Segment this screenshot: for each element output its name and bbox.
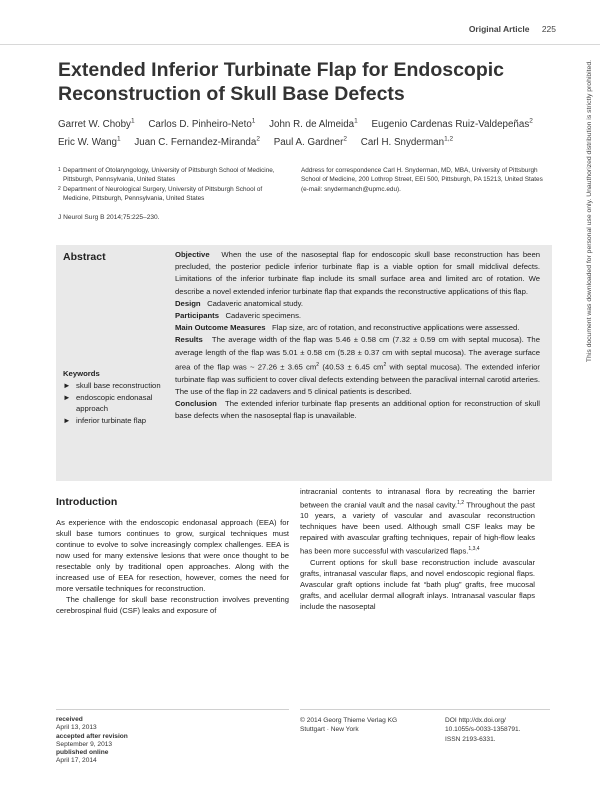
keywords bbox=[63, 368, 173, 426]
running-header bbox=[469, 24, 556, 34]
correspondence-label: Address for correspondence bbox=[301, 167, 382, 174]
arrow-icon: ► bbox=[63, 392, 71, 402]
abstract-results: Results The average width of the flap was 5.46 ± 0.58 cm (7.32 ± 0.59 cm with septal mucosa). The average length of the flap was 5.01 ± 0.58 cm (5.28 ± 0.37 cm with septal mucosa). The average surface area of the flap was ~ 27.26 ± 3.65 $cm^2$ (40.53 ± 6.45 $cm^2$ with septal mucosa). The extended inferior turbinate flap was sufficient to cover clival defects extending between the paraclival internal carotid arteries. The use of the flap in 22 cadavers and 5 clinical patients is described. bbox=[175, 335, 540, 396]
affiliations bbox=[58, 166, 290, 204]
abstract-conclusion: Conclusion The extended inferior turbinate flap presents an additional option for reconstruction of skull base defects when the nasoseptal flap is unavailable. bbox=[175, 399, 540, 421]
arrow-icon: ► bbox=[63, 415, 71, 425]
author: John R. de Almeida$^1$ bbox=[269, 118, 358, 131]
doi-info: DOI http://dx.doi.org/ 10.1055/s-0033-1358791. ISSN 2193-6331. bbox=[445, 717, 521, 743]
abstract-body bbox=[175, 249, 540, 422]
abstract-objective: Objective When the use of the nasoseptal flap for endoscopic skull base reconstruction has been precluded, the posterior pedicle inferior turbinate flap is a viable option for small midclival defects. Limitations of the inferior turbinate flap include its small surface area and limited arc of rotation. We describe a novel extended inferior turbinate flap that expands the reconstructive applications of this flap. bbox=[175, 250, 540, 296]
publisher-info: © 2014 Georg Thieme Verlag KG Stuttgart · New York bbox=[300, 717, 398, 734]
keyword-item: ► endoscopic endonasal approach bbox=[63, 392, 153, 414]
body-column-right bbox=[300, 487, 535, 613]
journal-citation: J Neurol Surg B 2014;75:225–230. bbox=[58, 214, 160, 221]
section-label: Original Article bbox=[468, 24, 530, 34]
download-notice bbox=[586, 60, 600, 760]
article-title: Extended Inferior Turbinate Flap for Endoscopic Reconstruction of Skull Base Defects bbox=[58, 59, 505, 105]
doi-link[interactable]: http://dx.doi.org/ bbox=[458, 717, 506, 724]
keyword-item: ► inferior turbinate flap bbox=[63, 415, 147, 425]
paragraph: The challenge for skull base reconstruction involves preventing cerebrospinal fluid (CSF) leaks and exposure of bbox=[56, 594, 289, 615]
paragraph: As experience with the endoscopic endonasal approach (EEA) for skull base tumors continues to grow, surgical techniques must continue to evolve to solve increasingly complex challenges. EEA is now used for many extensive lesions that were once thought to be resectable only by traditional open approaches. Along with the increased use of EEA for resection, however, comes the need for more versatile techniques for reconstruction. bbox=[56, 518, 289, 593]
keywords-heading: Keywords bbox=[63, 369, 100, 378]
header-divider bbox=[0, 44, 600, 45]
abstract-outcome: Main Outcome Measures Flap size, arc of rotation, and reconstructive applications were assessed. bbox=[175, 323, 520, 333]
page-number: 225 bbox=[541, 24, 556, 34]
abstract-design: Design Cadaveric anatomical study. bbox=[175, 298, 304, 308]
footer-divider bbox=[56, 709, 289, 710]
abstract-participants: Participants Cadaveric specimens. bbox=[175, 311, 302, 321]
author: Paul A. Gardner$^2$ bbox=[273, 135, 348, 148]
affiliation-item: 2 Department of Neurological Surgery, University of Pittsburgh School of Medicine, Pittsburgh, Pennsylvania, United States bbox=[58, 185, 263, 203]
author: Garret W. Choby$^1$ bbox=[58, 118, 135, 131]
keyword-item: ► skull base reconstruction bbox=[63, 381, 161, 391]
paragraph: Current options for skull base reconstruction include avascular grafts, intranasal vascular flaps, and novel endoscopic regional flaps. Avascular graft options include fat “bath plug” grafts, free mucosal grafts, and acellular dermal allograft inlays. Intranasal vascular flaps include the nasoseptal bbox=[300, 557, 535, 611]
author: Eric W. Wang$^1$ bbox=[58, 135, 121, 148]
correspondence-text: Carl H. Snyderman, MD, MBA, University of Pittsburgh School of Medicine, 200 Lothrop Street, EEI 500, Pittsburgh, PA 15213, United States (e-mail: snydermanch@upmc.edu). bbox=[301, 167, 543, 193]
introduction-heading: Introduction bbox=[56, 496, 118, 508]
affiliation-item: 1 Department of Otolaryngology, University of Pittsburgh School of Medicine, Pittsburgh, Pennsylvania, United States bbox=[58, 167, 275, 184]
paragraph: intracranial contents to intranasal flora by recreating the barrier between the cranial vault and the nasal cavity.$^{1,2}$ Throughout the past 10 years, a variety of vascular and avascular reconstruction techniques have been used. Although small CSF leaks may be repaired with avascular grafting techniques, repair of high-flow leaks has been more successful with vascularized flaps.$^{1,3,4}$ bbox=[300, 487, 535, 556]
article-dates: received April 13, 2013 accepted after revision September 9, 2013 published online April 17, 2014 bbox=[56, 716, 128, 765]
author: Juan C. Fernandez-Miranda$^2$ bbox=[134, 135, 260, 148]
body-column-left bbox=[56, 518, 289, 617]
arrow-icon: ► bbox=[63, 381, 71, 391]
download-notice-text: This document was downloaded for personal use only. Unauthorized distribution is strictly prohibited. bbox=[586, 60, 593, 363]
author: Carlos D. Pinheiro-Neto$^1$ bbox=[148, 118, 256, 131]
abstract-heading: Abstract bbox=[63, 251, 106, 263]
correspondence bbox=[301, 166, 547, 194]
footer-divider bbox=[300, 709, 550, 710]
author: Eugenio Cardenas Ruiz-Valdepeñas$^2$ bbox=[371, 118, 533, 131]
author: Carl H. Snyderman$^{1,2}$ bbox=[360, 135, 454, 148]
author-list bbox=[58, 115, 558, 150]
